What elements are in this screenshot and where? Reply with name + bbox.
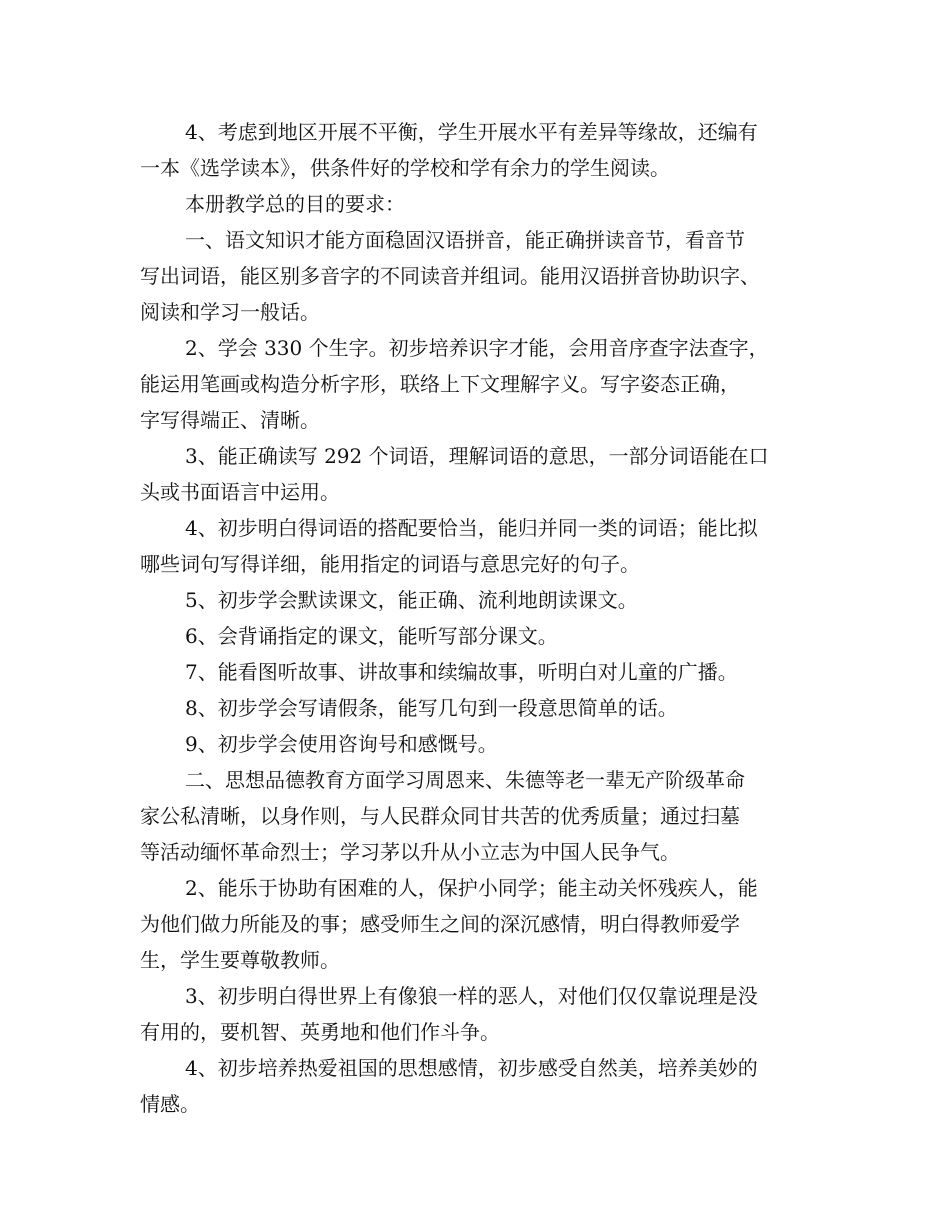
paragraph-line: 2、学会 330 个生字。初步培养识字才能，会用音序查字法查字， [185,336,769,360]
paragraph-line: 7、能看图听故事、讲故事和续编故事，听明白对儿童的广播。 [185,660,738,684]
paragraph-line: 写出词语，能区别多音字的不同读音并组词。能用汉语拼音协助识字、 [140,264,760,288]
paragraph-line: 3、能正确读写 292 个词语，理解词语的意思，一部分词语能在口 [185,444,769,468]
paragraph-line: 情感。 [140,1092,200,1116]
paragraph-line: 生，学生要尊敬教师。 [140,948,340,972]
paragraph-line: 本册教学总的目的要求： [185,192,405,216]
paragraph-line: 4、初步明白得词语的搭配要恰当，能归并同一类的词语；能比拟 [185,516,758,540]
paragraph-line: 6、会背诵指定的课文，能听写部分课文。 [185,624,558,648]
paragraph-line: 有用的，要机智、英勇地和他们作斗争。 [140,1020,500,1044]
paragraph-line: 字写得端正、清晰。 [140,408,320,432]
paragraph-line: 一、语文知识才能方面稳固汉语拼音，能正确拼读音节，看音节 [185,228,745,252]
paragraph-line: 哪些词句写得详细，能用指定的词语与意思完好的句子。 [140,552,640,576]
paragraph-line: 家公私清晰，以身作则，与人民群众同甘共苦的优秀质量；通过扫墓 [140,804,740,828]
paragraph-line: 4、初步培养热爱祖国的思想感情，初步感受自然美，培养美妙的 [185,1056,758,1080]
paragraph-line: 阅读和学习一般话。 [140,300,320,324]
paragraph-line: 头或书面语言中运用。 [140,480,340,504]
paragraph-line: 能运用笔画或构造分析字形，联络上下文理解字义。写字姿态正确， [140,372,740,396]
paragraph-line: 9、初步学会使用咨询号和感慨号。 [185,732,498,756]
paragraph-line: 3、初步明白得世界上有像狼一样的恶人，对他们仅仅靠说理是没 [185,984,758,1008]
paragraph-line: 8、初步学会写请假条，能写几句到一段意思简单的话。 [185,696,678,720]
paragraph-line: 为他们做力所能及的事；感受师生之间的深沉感情，明白得教师爱学 [140,912,740,936]
paragraph-line: 等活动缅怀革命烈士；学习茅以升从小立志为中国人民争气。 [140,840,680,864]
paragraph-line: 2、能乐于协助有困难的人，保护小同学；能主动关怀残疾人，能 [185,876,758,900]
paragraph-line: 5、初步学会默读课文，能正确、流利地朗读课文。 [185,588,638,612]
paragraph-line: 4、考虑到地区开展不平衡，学生开展水平有差异等缘故，还编有 [185,120,758,144]
paragraph-line: 二、思想品德教育方面学习周恩来、朱德等老一辈无产阶级革命 [185,768,745,792]
paragraph-line: 一本《选学读本》，供条件好的学校和学有余力的学生阅读。 [140,156,670,180]
